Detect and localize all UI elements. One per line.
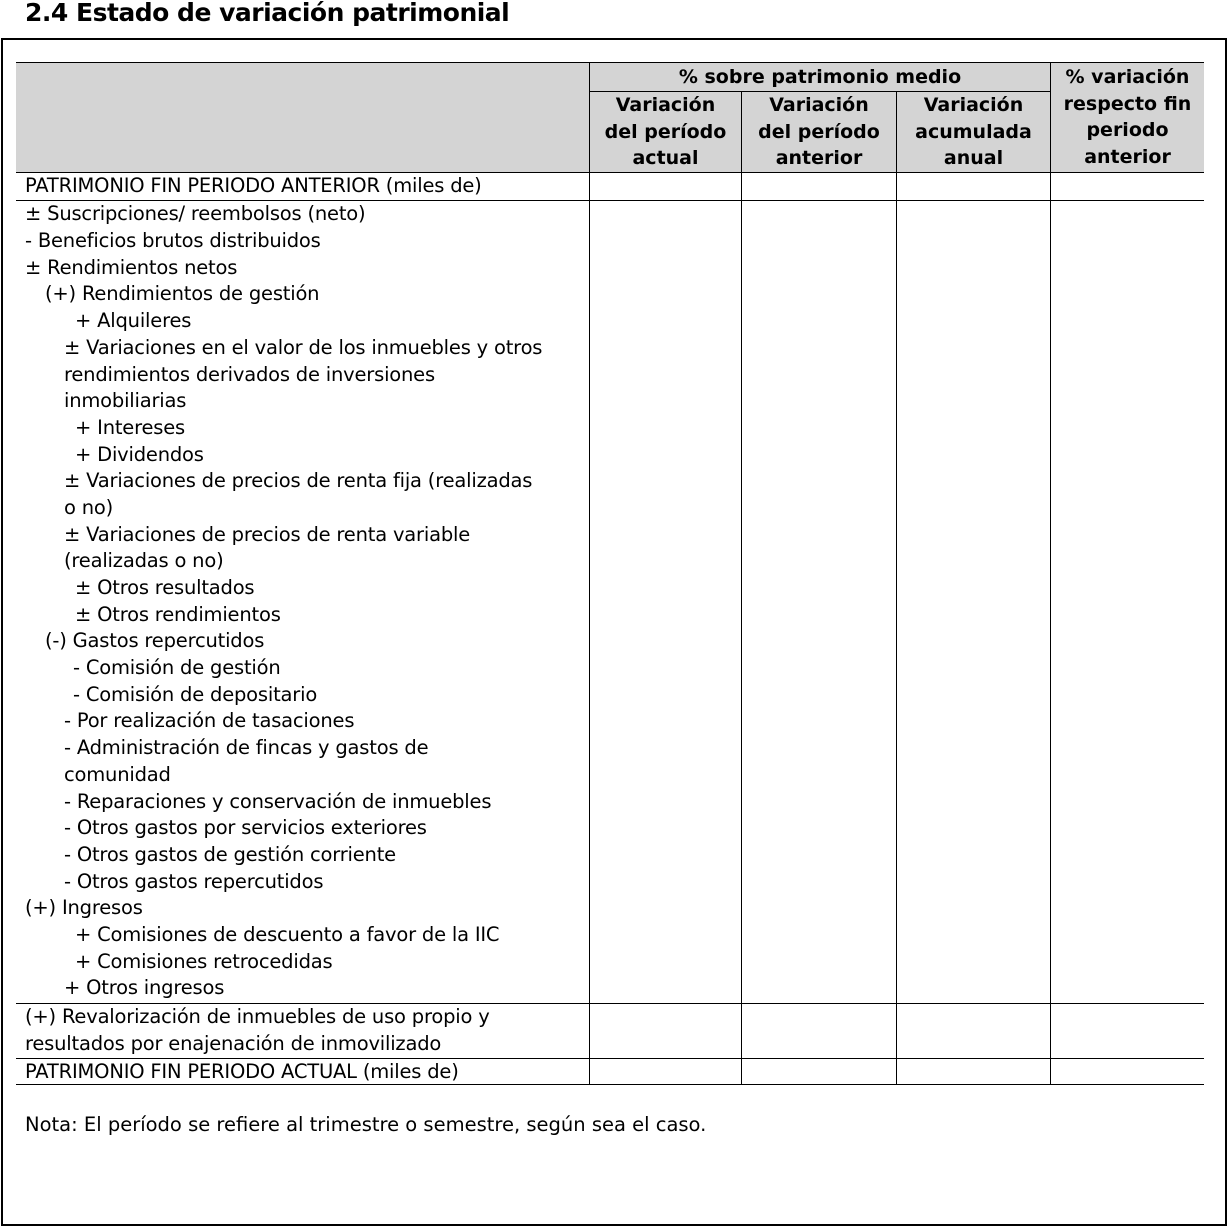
footnote: Nota: El período se refiere al trimestre o semestre, según sea el caso. (25, 1113, 707, 1136)
list-item: + Intereses (75, 416, 185, 439)
list-item: + Comisiones retrocedidas (75, 950, 333, 973)
list-item: - Otros gastos repercutidos (64, 870, 324, 893)
header-line: Variación (923, 94, 1024, 116)
list-item: (realizadas o no) (64, 549, 224, 572)
list-item: rendimientos derivados de inversiones (64, 363, 435, 386)
col-divider-2 (741, 91, 742, 1085)
header-line: periodo (1086, 119, 1169, 141)
header-col-periodo-actual (590, 92, 741, 172)
col-divider-3 (896, 91, 897, 1085)
list-item: - Administración de fincas y gastos de (64, 736, 429, 759)
page-title: 2.4 Estado de variación patrimonial (25, 0, 510, 27)
header-line: % variación (1065, 66, 1190, 88)
header-line: acumulada (915, 120, 1032, 143)
list-item: - Otros gastos de gestión corriente (64, 843, 396, 866)
row-patrimonio-actual: PATRIMONIO FIN PERIODO ACTUAL (miles de) (25, 1060, 459, 1083)
list-item: (+) Rendimientos de gestión (45, 282, 320, 305)
list-item: ± Rendimientos netos (25, 256, 238, 279)
col-divider-4 (1050, 62, 1051, 1085)
list-item: (+) Ingresos (25, 896, 143, 919)
list-item: + Dividendos (75, 443, 204, 466)
list-item: + Otros ingresos (64, 976, 225, 999)
header-line: Variación (615, 94, 716, 116)
list-item: + Comisiones de descuento a favor de la IIC (75, 923, 500, 946)
header-line: anterior (775, 147, 863, 169)
list-item: - Comisión de gestión (73, 656, 281, 679)
header-line: anterior (1084, 145, 1171, 168)
header-col-acumulada-anual (897, 92, 1050, 172)
list-item: ± Variaciones de precios de renta variable (64, 523, 471, 546)
table-top-border (16, 62, 1204, 63)
list-item: + Alquileres (75, 309, 192, 332)
row-patrimonio-anterior: PATRIMONIO FIN PERIODO ANTERIOR (miles de) (25, 174, 482, 197)
header-line: del período (758, 120, 880, 143)
list-item: comunidad (64, 763, 171, 786)
list-item: - Por realización de tasaciones (64, 709, 355, 732)
col-divider-1 (589, 62, 590, 1085)
header-line: Variación (769, 94, 869, 116)
list-item: ± Otros rendimientos (75, 603, 281, 626)
list-item: ± Suscripciones/ reembolsos (neto) (25, 202, 366, 225)
list-item: - Otros gastos por servicios exteriores (64, 816, 427, 839)
header-line: respecto fin (1063, 92, 1192, 115)
list-item: - Comisión de depositario (73, 683, 318, 706)
header-line: actual (632, 147, 699, 169)
header-line: del período (604, 120, 727, 143)
list-item: o no) (64, 496, 114, 519)
header-col-variacion-fin-periodo (1051, 64, 1204, 170)
header-col-periodo-anterior (742, 92, 896, 172)
row-revalorizacion: (+) Revalorización de inmuebles de uso propio y (25, 1005, 490, 1028)
row-revalorizacion-cont: resultados por enajenación de inmovilizado (25, 1032, 442, 1055)
list-item: ± Variaciones en el valor de los inmuebles y otros (64, 336, 543, 359)
header-group-label: % sobre patrimonio medio (678, 66, 962, 88)
list-item: inmobiliarias (64, 389, 187, 412)
list-item: (-) Gastos repercutidos (45, 629, 265, 652)
header-line: anual (943, 147, 1004, 169)
list-item: ± Variaciones de precios de renta fija (realizadas (64, 469, 533, 492)
list-item: - Beneficios brutos distribuidos (25, 229, 321, 252)
list-item: - Reparaciones y conservación de inmuebles (64, 790, 492, 813)
list-item: ± Otros resultados (75, 576, 255, 599)
